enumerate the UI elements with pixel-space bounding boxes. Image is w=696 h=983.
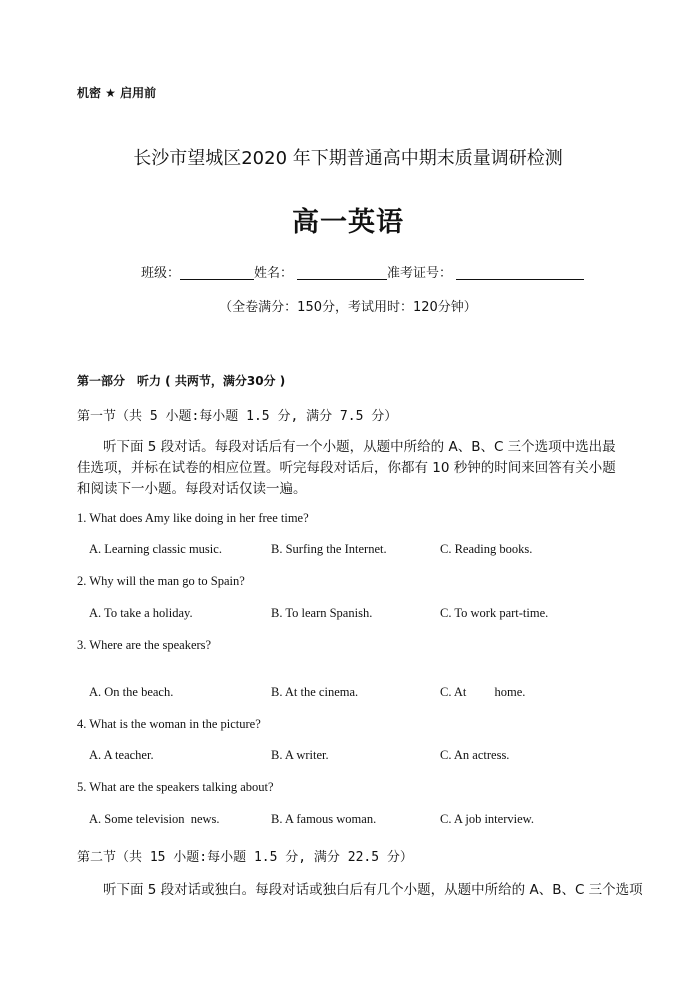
question-4: 4. What is the woman in the picture?	[77, 717, 261, 731]
q5-option-a: A. Some television news.	[89, 812, 220, 826]
q1-option-a: A. Learning classic music.	[89, 542, 222, 556]
q3-option-a: A. On the beach.	[89, 685, 174, 699]
q5-option-c: C. A job interview.	[440, 812, 534, 826]
student-info-row	[141, 262, 584, 281]
q2-option-a: A. To take a holiday.	[89, 606, 193, 620]
name-label: 姓名：	[254, 266, 294, 281]
q4-option-a: A. A teacher.	[89, 748, 154, 762]
id-label: 准考证号：	[387, 266, 453, 281]
question-2: 2. Why will the man go to Spain?	[77, 574, 245, 588]
q2-option-c: C. To work part-time.	[440, 606, 549, 620]
q1-option-c: C. Reading books.	[440, 542, 533, 556]
question-1: 1. What does Amy like doing in her free time?	[77, 511, 309, 525]
part1-heading: 第一部分 听力 ( 共两节，满分30分 )	[77, 374, 286, 388]
q5-option-b: B. A famous woman.	[271, 812, 377, 826]
q3-option-c: C. At home.	[440, 685, 526, 699]
name-blank[interactable]	[297, 265, 387, 280]
question-5: 5. What are the speakers talking about?	[77, 780, 274, 794]
section1-heading: 第一节（共 5 小题:每小题 1.5 分, 满分 7.5 分）	[77, 409, 398, 424]
confidentiality-mark: 机密 ★ 启用前	[77, 86, 157, 100]
subject-title: 高一英语	[292, 207, 404, 238]
q4-option-b: B. A writer.	[271, 748, 329, 762]
question-3: 3. Where are the speakers?	[77, 638, 212, 652]
q4-option-c: C. An actress.	[440, 748, 510, 762]
class-label: 班级：	[141, 266, 181, 281]
q3-option-b: B. At the cinema.	[271, 685, 359, 699]
section1-instructions: 听下面 5 段对话。每段对话后有一个小题，从题中所给的 A、B、C 三个选项中选出最佳选项，并标在试卷的相应位置。听完每段对话后，你都有 10 秒钟的时间来回答有关小题和阅读下一小题。每段对话仅读一遍。	[77, 439, 616, 497]
section2-heading: 第二节（共 15 小题:每小题 1.5 分, 满分 22.5 分）	[77, 850, 413, 865]
id-blank[interactable]	[456, 265, 584, 280]
exam-meta: （全卷满分：150分，考试用时：120分钟）	[219, 300, 477, 315]
exam-header: 长沙市望城区2020 年下期普通高中期末质量调研检测	[133, 148, 563, 169]
class-blank[interactable]	[180, 265, 254, 280]
q2-option-b: B. To learn Spanish.	[271, 606, 373, 620]
q1-option-b: B. Surfing the Internet.	[271, 542, 387, 556]
section2-instructions: 听下面 5 段对话或独白。每段对话或独白后有几个小题，从题中所给的 A、B、C 三个选项	[103, 882, 643, 898]
